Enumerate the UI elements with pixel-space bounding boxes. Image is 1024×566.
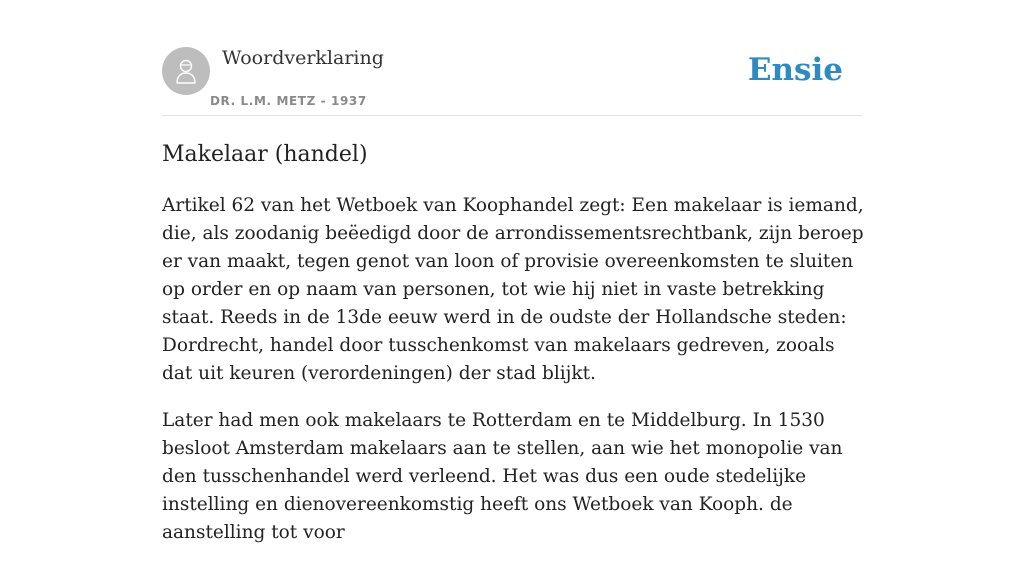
article-body: [162, 192, 868, 566]
user-outline-icon: [171, 56, 201, 86]
source-title[interactable]: Woordverklaring: [222, 47, 384, 69]
avatar: [162, 47, 210, 95]
paragraph-2: Later had men ook makelaars te Rotterdam en te Middelburg. In 1530 besloot Amsterdam makelaars aan te stellen, aan wie het monopolie van den tusschenhandel werd verleend. Het was dus een oude stedelijke instelling en dienovereenkomstig heeft ons Wetboek van Kooph. de aanstelling tot voor: [162, 410, 843, 543]
author-line: DR. L.M. METZ - 1937: [210, 94, 367, 108]
page-title: Makelaar (handel): [162, 142, 368, 167]
paragraph-1: Artikel 62 van het Wetboek van Koophandel zegt: Een makelaar is iemand, die, als zoodanig beëedigd door de arrondissementsrechtbank, zijn beroep er van maakt, tegen genot van loon of provisie overeenkomsten te sluiten op order en op naam van personen, tot wie hij niet in vaste betrekking staat. Reeds in de 13de eeuw werd in de oudste der Hollandsche steden: Dordrecht, handel door tusschenkomst van makelaars gedreven, zooals dat uit keuren (verordeningen) der stad blijkt.: [162, 195, 864, 384]
source-header: [162, 40, 862, 116]
ensie-logo[interactable]: Ensie: [747, 52, 843, 88]
